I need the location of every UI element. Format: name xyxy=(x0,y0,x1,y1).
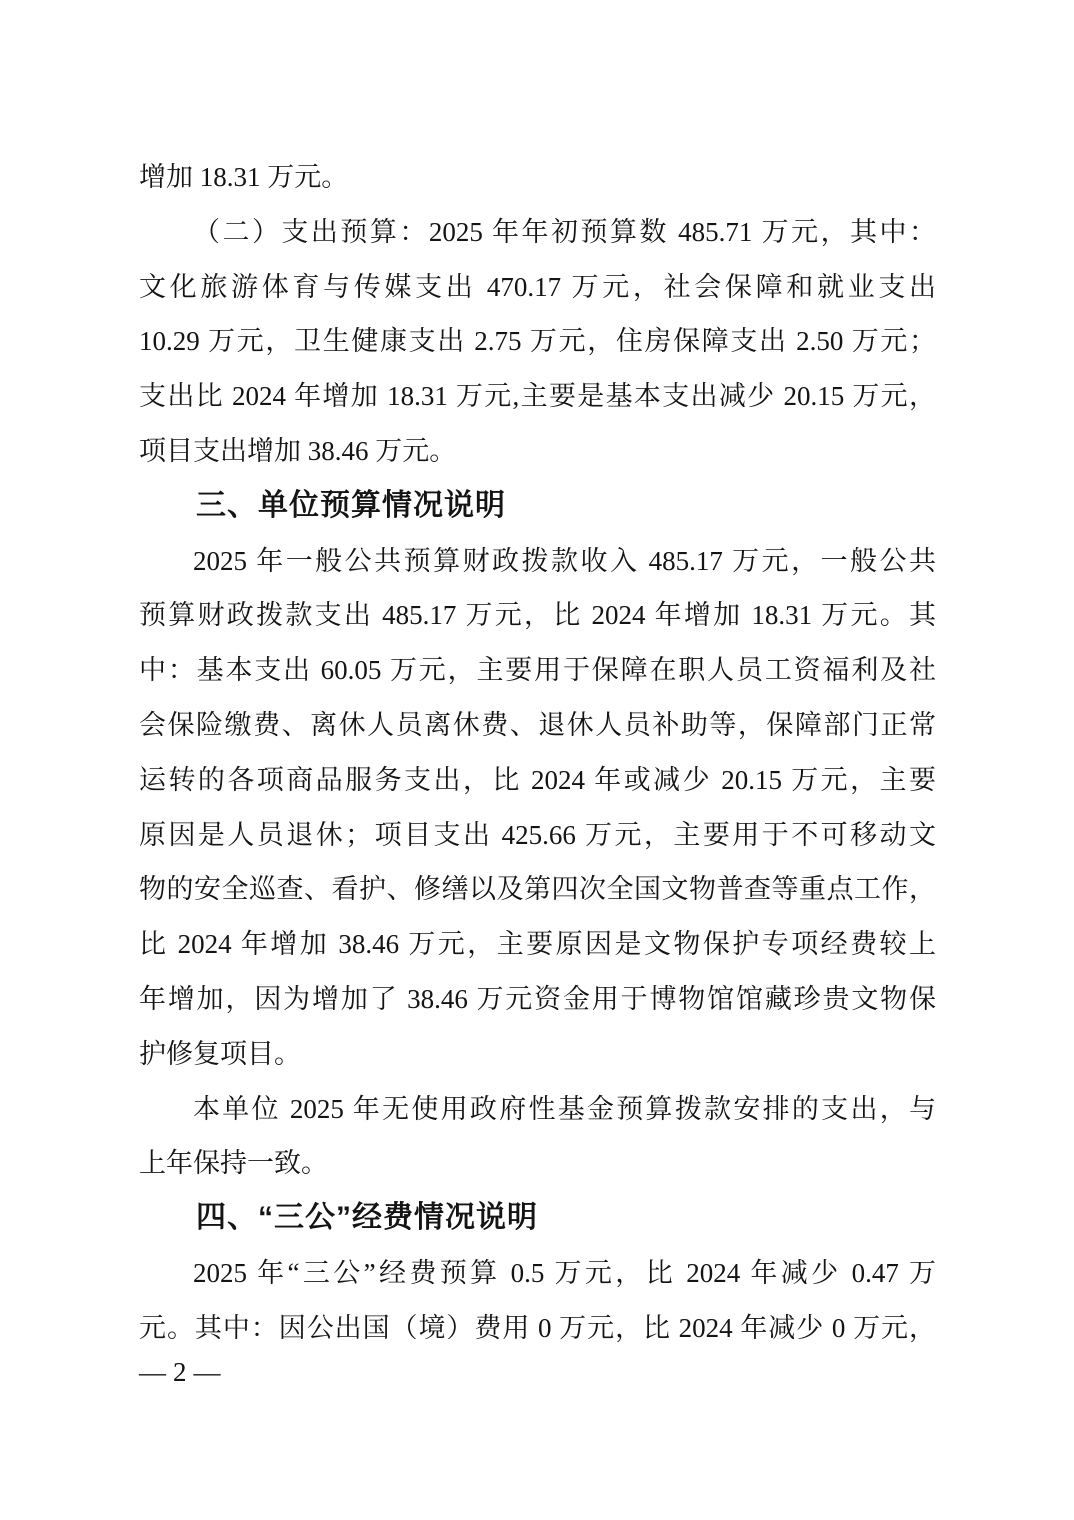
text-line: 会保险缴费、离休人员离休费、退休人员补助等，保障部门正常 xyxy=(139,709,936,740)
document-body xyxy=(139,150,936,1356)
text-line: 项目支出增加 38.46 万元。 xyxy=(139,435,457,466)
text-line: （二）支出预算：2025 年年初预算数 485.71 万元，其中： xyxy=(193,216,936,247)
text-line: 运转的各项商品服务支出，比 2024 年或减少 20.15 万元，主要 xyxy=(139,764,936,795)
section-heading: 三、单位预算情况说明 xyxy=(196,488,506,522)
text-line: 中：基本支出 60.05 万元，主要用于保障在职人员工资福利及社 xyxy=(139,655,936,686)
text-line: 护修复项目。 xyxy=(139,1038,301,1069)
section-heading: 四、“三公”经费情况说明 xyxy=(196,1201,538,1235)
text-line: 增加 18.31 万元。 xyxy=(139,162,349,192)
text-line: 元。其中：因公出国（境）费用 0 万元，比 2024 年减少 0 万元， xyxy=(139,1312,936,1343)
text-line: 文化旅游体育与传媒支出 470.17 万元，社会保障和就业支出 xyxy=(139,271,936,302)
text-line: 比 2024 年增加 38.46 万元，主要原因是文物保护专项经费较上 xyxy=(139,929,936,960)
text-line: 预算财政拨款支出 485.17 万元，比 2024 年增加 18.31 万元。其 xyxy=(139,600,936,631)
text-line: 上年保持一致。 xyxy=(139,1148,328,1179)
text-line: 2025 年“三公”经费预算 0.5 万元，比 2024 年减少 0.47 万 xyxy=(193,1257,936,1288)
text-line: 物的安全巡查、看护、修缮以及第四次全国文物普查等重点工作， xyxy=(139,874,936,905)
text-line: 支出比 2024 年增加 18.31 万元,主要是基本支出减少 20.15 万元， xyxy=(139,381,936,412)
text-line: 2025 年一般公共预算财政拨款收入 485.17 万元，一般公共 xyxy=(193,545,936,576)
page-number: —2— xyxy=(139,1357,228,1387)
text-line: 本单位 2025 年无使用政府性基金预算拨款安排的支出，与 xyxy=(193,1093,936,1124)
text-line: 原因是人员退休；项目支出 425.66 万元，主要用于不可移动文 xyxy=(139,819,936,850)
text-line: 年增加，因为增加了 38.46 万元资金用于博物馆馆藏珍贵文物保 xyxy=(139,983,936,1014)
text-line: 10.29 万元，卫生健康支出 2.75 万元，住房保障支出 2.50 万元； xyxy=(139,326,936,357)
